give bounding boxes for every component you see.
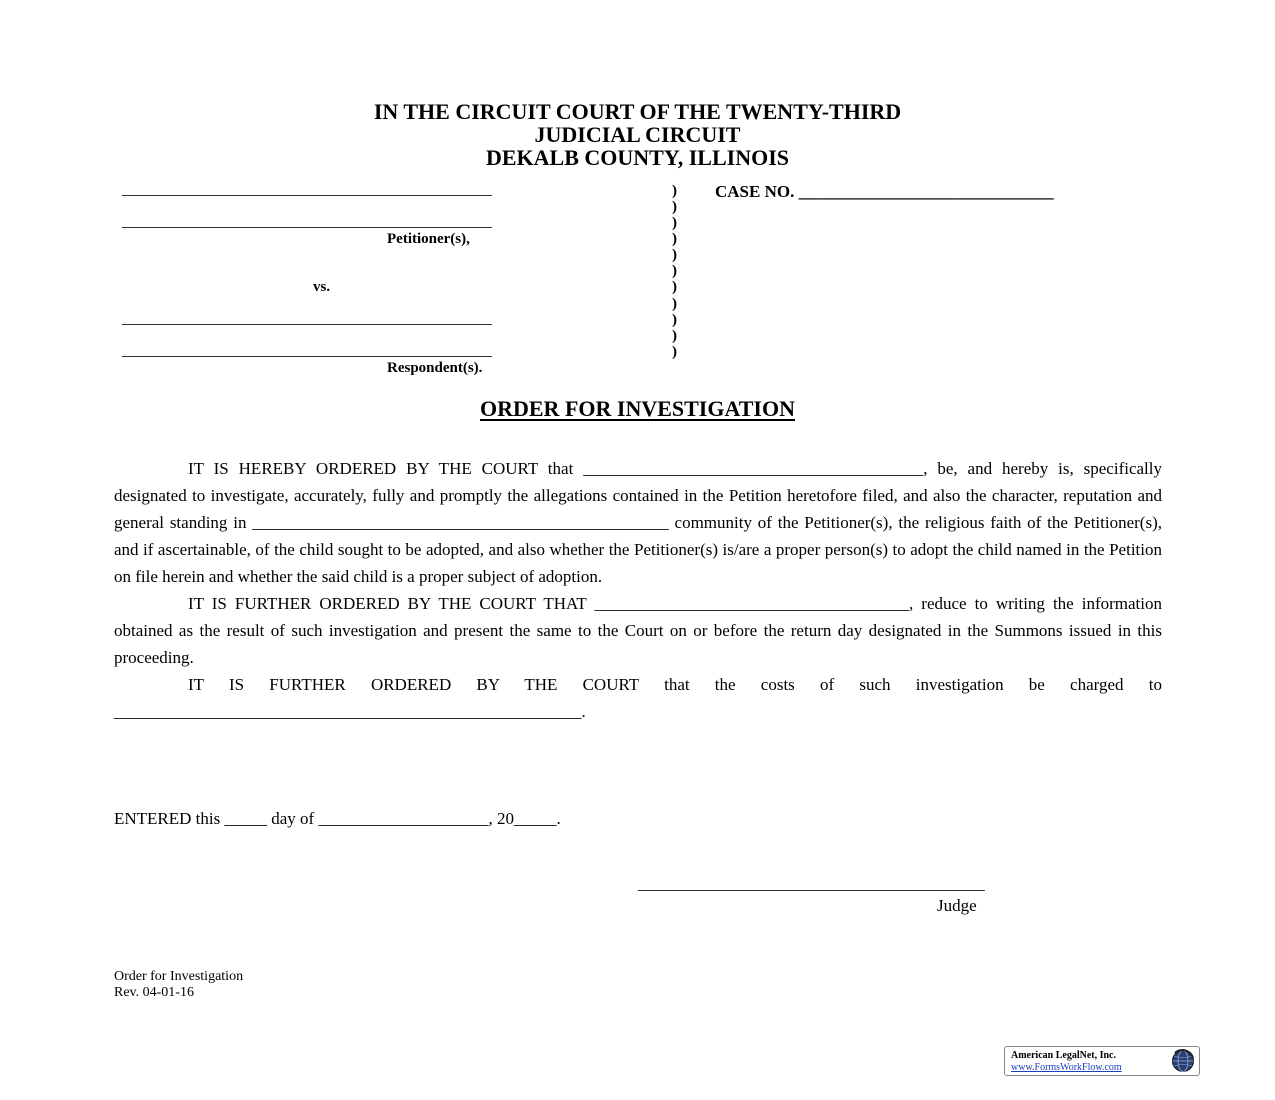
petitioners-label: Petitioner(s), <box>387 231 470 247</box>
paragraph-investigator-designation: IT IS HEREBY ORDERED BY THE COURT that ________________________________________, be, and hereby is, specifically designated to investigate, accurately, fully and promptly the allegations contained in the Petition heretofore filed, and also the character, reputation and general standing in _________________________________________________ community of the Petitioner(s), the religious faith of the Petitioner(s), and if ascertainable, of the child sought to be adopted, and also whether the Petitioner(s) is/are a proper person(s) to adopt the child named in the Petition on file herein and whether the said child is a proper subject of adoption. <box>114 459 1162 586</box>
caption-paren-6: ) <box>672 263 677 279</box>
judge-signature-line: _____________________________________________ <box>638 876 985 893</box>
caption-paren-10: ) <box>672 328 677 344</box>
caption-paren-1: ) <box>672 183 677 199</box>
footer-form-name: Order for Investigation <box>114 969 244 984</box>
case-number-field: CASE NO. ______________________________ <box>715 182 1054 201</box>
vs-label: vs. <box>313 279 331 295</box>
caption-paren-7: ) <box>672 279 677 295</box>
logo-company-name: American LegalNet, Inc. <box>1011 1050 1116 1061</box>
court-name-line1: IN THE CIRCUIT COURT OF THE TWENTY-THIRD <box>373 99 902 124</box>
document-title: ORDER FOR INVESTIGATION <box>480 396 795 421</box>
judge-label: Judge <box>937 896 977 915</box>
caption-paren-2: ) <box>672 199 677 215</box>
paragraph-report-requirement: IT IS FURTHER ORDERED BY THE COURT THAT _____________________________________, reduce to writing the information obtained as the result of such investigation and present the same to the Court on or before the return day designated in the Summons issued in this proceeding. <box>114 594 1162 667</box>
globe-icon <box>1171 1049 1195 1073</box>
legalnet-logo[interactable] <box>1004 1046 1200 1076</box>
caption-paren-5: ) <box>672 247 677 263</box>
footer-revision: Rev. 04-01-16 <box>114 985 194 1000</box>
caption-paren-8: ) <box>672 296 677 312</box>
petitioner-name-line-1: ________________________________________________ <box>122 181 492 198</box>
caption-paren-11: ) <box>672 344 677 360</box>
caption-paren-4: ) <box>672 231 677 247</box>
respondent-name-line-1: ________________________________________________ <box>122 310 492 327</box>
logo-url-link[interactable]: www.FormsWorkFlow.com <box>1011 1062 1122 1073</box>
caption-paren-9: ) <box>672 312 677 328</box>
court-name-line3: DEKALB COUNTY, ILLINOIS <box>486 145 789 170</box>
respondent-name-line-2: ________________________________________________ <box>122 342 492 359</box>
entered-date-line: ENTERED this _____ day of ____________________, 20_____. <box>114 809 561 828</box>
caption-paren-3: ) <box>672 215 677 231</box>
petitioner-name-line-2: ________________________________________________ <box>122 213 492 230</box>
respondents-label: Respondent(s). <box>387 360 483 376</box>
order-body <box>114 455 1162 725</box>
court-name-line2: JUDICIAL CIRCUIT <box>534 122 741 147</box>
paragraph-costs: IT IS FURTHER ORDERED BY THE COURT that the costs of such investigation be charged to _______________________________________________________. <box>114 675 1162 721</box>
